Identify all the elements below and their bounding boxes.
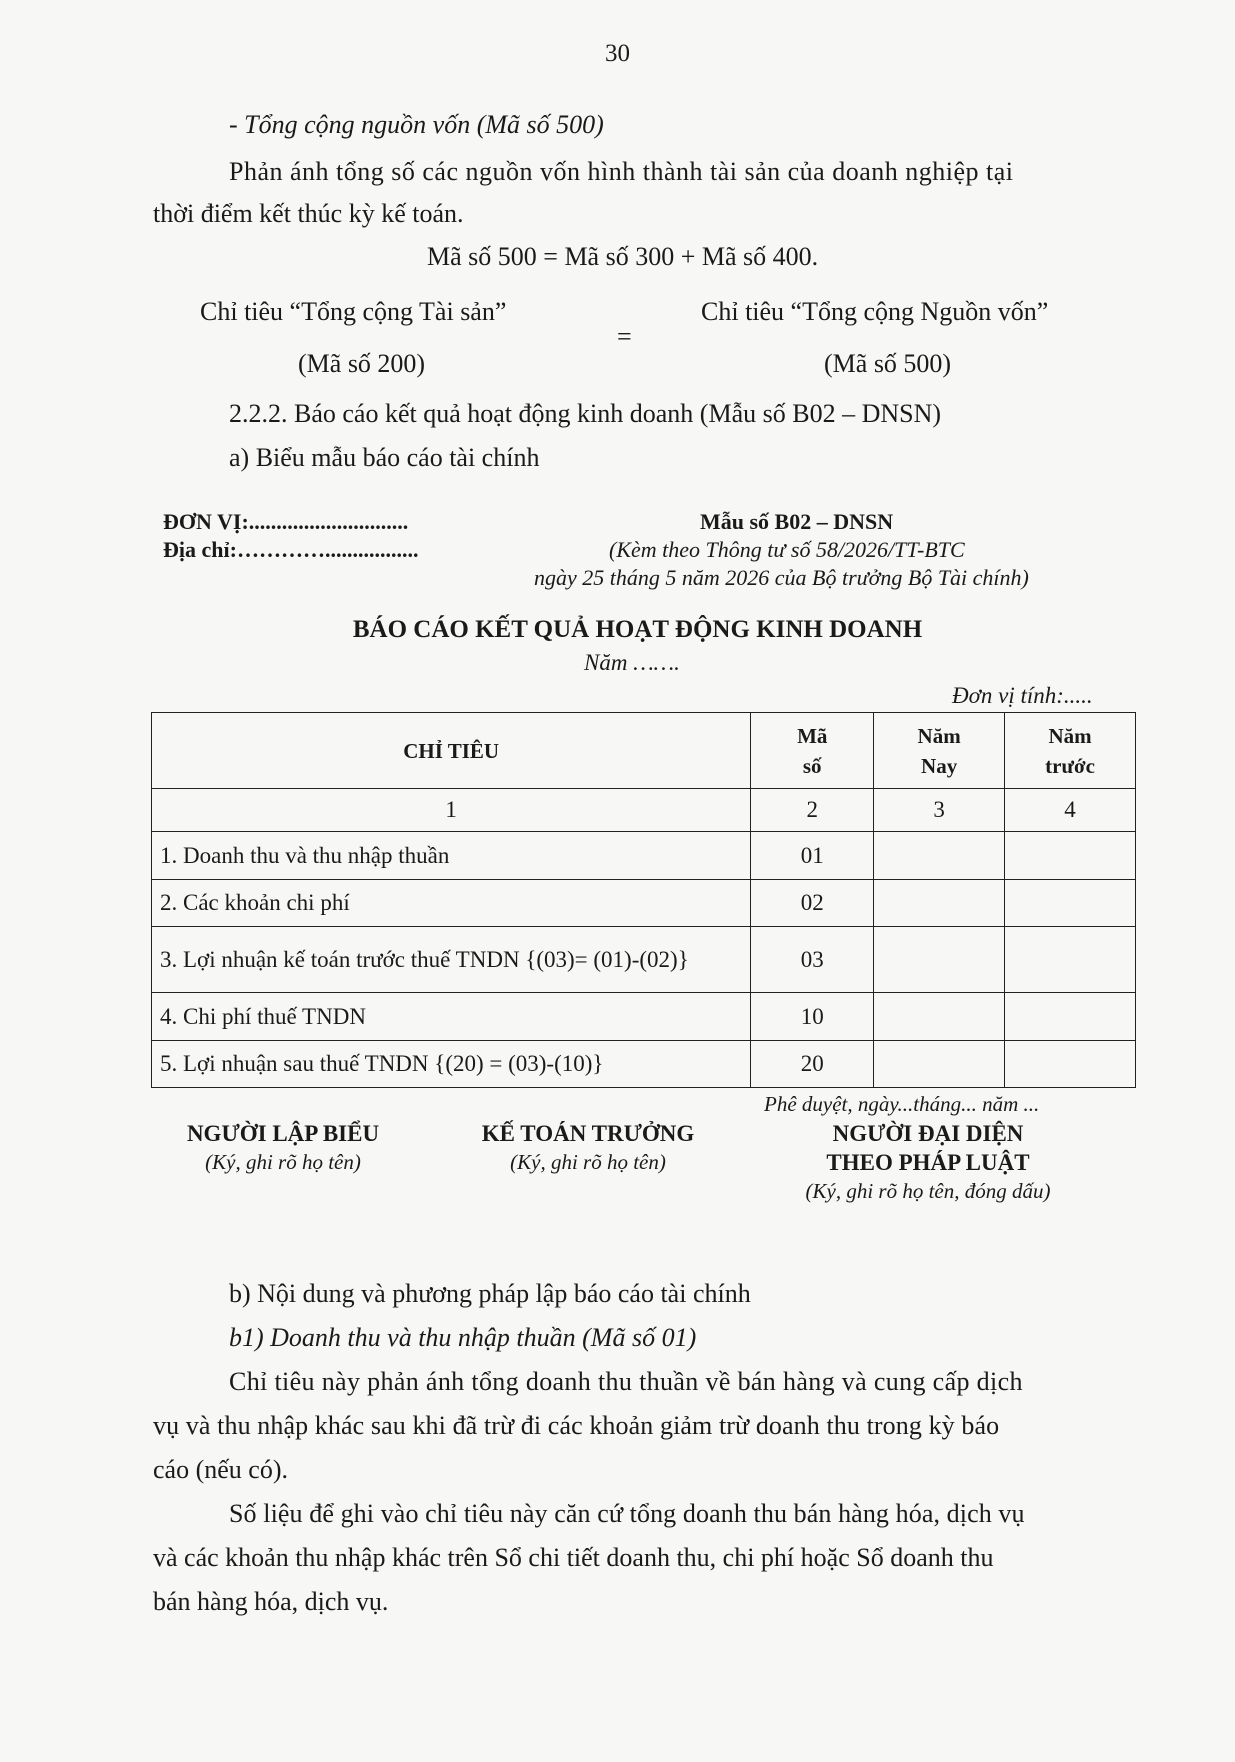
table-header-row [152,713,1136,789]
row-label: 3. Lợi nhuận kế toán trước thuế TNDN {(03)= (01)-(02)} [152,927,751,993]
b1-para1-line2: vụ và thu nhập khác sau khi đã trừ đi các khoản giảm trừ doanh thu trong kỳ báo [153,1411,1000,1440]
report-unit: Đơn vị tính:..... [952,683,1093,708]
legal-rep-signature-block [760,1119,1096,1206]
legal-rep-title-line1: NGƯỜI ĐẠI DIỆN [832,1121,1024,1146]
unit-label: ĐƠN VỊ:............................. [163,509,409,534]
table-row [152,927,1136,993]
report-table [151,712,1136,1088]
row-label: 1. Doanh thu và thu nhập thuần [152,832,751,880]
page-number: 30 [605,40,630,67]
col-number: 4 [1005,789,1136,832]
b1-para2-line3: bán hàng hóa, dịch vụ. [153,1587,389,1616]
row-prev-year-value [1005,1041,1136,1088]
col-number-row [152,789,1136,832]
row-prev-year-value [1005,832,1136,880]
address-label: Địa chỉ:…………................. [163,537,419,562]
circular-line2: ngày 25 tháng 5 năm 2026 của Bộ trưởng Bộ Tài chính) [534,565,1029,590]
legal-rep-title-line2: THEO PHÁP LUẬT [826,1150,1030,1175]
row-label: 5. Lợi nhuận sau thuế TNDN {(20) = (03)-(10)} [152,1041,751,1088]
row-this-year-value [874,993,1005,1041]
row-code: 20 [751,1041,874,1088]
total-capital-para-line1: Phản ánh tổng số các nguồn vốn hình thành tài sản của doanh nghiệp tại [229,157,1014,186]
approval-date: Phê duyệt, ngày...tháng... năm ... [764,1092,1040,1116]
table-row [152,1041,1136,1088]
b1-para2-line1: Số liệu để ghi vào chỉ tiêu này căn cứ tổng doanh thu bán hàng hóa, dịch vụ [229,1499,1025,1528]
table-row [152,880,1136,927]
preparer-title: NGƯỜI LẬP BIỂU [186,1121,380,1146]
b1-para1-line1: Chỉ tiêu này phản ánh tổng doanh thu thuần về bán hàng và cung cấp dịch [229,1367,1023,1396]
table-row [152,993,1136,1041]
row-code: 10 [751,993,874,1041]
accountant-signature-block [448,1119,728,1177]
col-header-code: Mã số [751,713,874,789]
row-this-year-value [874,832,1005,880]
accountant-note: (Ký, ghi rõ họ tên) [510,1150,666,1174]
table-row [152,832,1136,880]
col-number: 3 [874,789,1005,832]
preparer-note: (Ký, ghi rõ họ tên) [205,1150,361,1174]
row-this-year-value [874,927,1005,993]
section-222-heading: 2.2.2. Báo cáo kết quả hoạt động kinh doanh (Mẫu số B02 – DNSN) [229,399,942,428]
circular-line1: (Kèm theo Thông tư số 58/2026/TT-BTC [609,537,965,562]
col-header-this-year: Năm Nay [874,713,1005,789]
row-prev-year-value [1005,880,1136,927]
col-header-indicator: CHỈ TIÊU [152,713,751,789]
row-this-year-value [874,1041,1005,1088]
accountant-title: KẾ TOÁN TRƯỞNG [481,1121,695,1146]
row-prev-year-value [1005,993,1136,1041]
report-title: BÁO CÁO KẾT QUẢ HOẠT ĐỘNG KINH DOANH [352,616,923,643]
equation-right-label: Chỉ tiêu “Tổng cộng Nguồn vốn” [701,297,1049,326]
preparer-signature-block [160,1119,406,1177]
row-code: 03 [751,927,874,993]
report-year: Năm ……. [584,650,680,675]
legal-rep-note: (Ký, ghi rõ họ tên, đóng dấu) [805,1179,1051,1203]
row-code: 02 [751,880,874,927]
section-b1-heading: b1) Doanh thu và thu nhập thuần (Mã số 01) [229,1323,697,1352]
row-label: 4. Chi phí thuế TNDN [152,993,751,1041]
col-header-prev-year: Năm trước [1005,713,1136,789]
row-code: 01 [751,832,874,880]
equation-left-code: (Mã số 200) [298,349,426,378]
row-this-year-value [874,880,1005,927]
equation-equals: = [617,322,632,351]
total-capital-heading: - Tổng cộng nguồn vốn (Mã số 500) [229,110,604,139]
equation-right-code: (Mã số 500) [824,349,952,378]
row-prev-year-value [1005,927,1136,993]
b1-para1-line3: cáo (nếu có). [153,1455,288,1484]
formula: Mã số 500 = Mã số 300 + Mã số 400. [427,242,819,271]
equation-left-label: Chỉ tiêu “Tổng cộng Tài sản” [200,297,507,326]
row-label: 2. Các khoản chi phí [152,880,751,927]
form-code: Mẫu số B02 – DNSN [700,509,894,534]
total-capital-para-line2: thời điểm kết thúc kỳ kế toán. [153,199,464,228]
col-number: 1 [152,789,751,832]
col-number: 2 [751,789,874,832]
b1-para2-line2: và các khoản thu nhập khác trên Sổ chi tiết doanh thu, chi phí hoặc Sổ doanh thu [153,1543,994,1572]
section-b-heading: b) Nội dung và phương pháp lập báo cáo tài chính [229,1279,751,1308]
section-a-heading: a) Biểu mẫu báo cáo tài chính [229,443,540,472]
